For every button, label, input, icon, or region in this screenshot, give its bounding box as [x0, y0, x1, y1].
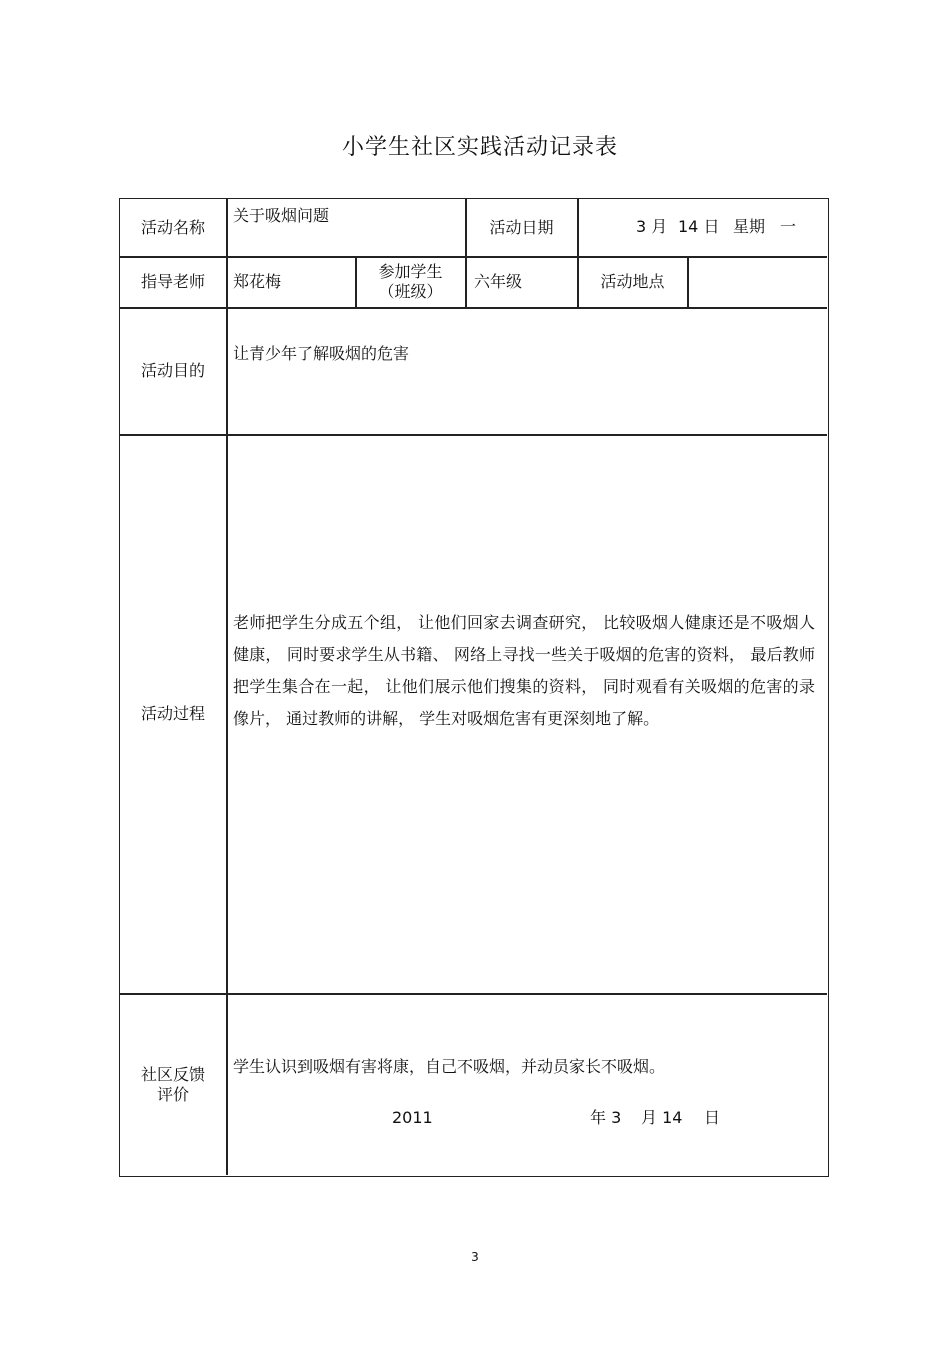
feedback-value: 学生认识到吸烟有害将康，自己不吸烟，并动员家长不吸烟。 [233, 1057, 666, 1076]
students-label-line1: 参加学生 [378, 262, 443, 281]
process-value: 老师把学生分成五个组， 让他们回家去调查研究， 比较吸烟人健康还是不吸烟人健康， 同时要求学生从书籍、 网络上寻找一些关于吸烟的危害的资料， 最后教师把学生集合在一起， 让他们展示他们搜集的资料， 同时观看有关吸烟的危害的录像片， 通过教师的讲解， 学生对吸烟危害有更深刻地了解。 [233, 613, 815, 728]
weekday-label: 星期 [733, 217, 766, 236]
students-label-line2: （班级） [378, 282, 443, 301]
feedback-date-day-unit: 日 [704, 1108, 721, 1127]
feedback-date-year-unit: 年 3 [590, 1108, 622, 1127]
process-label: 活动过程 [140, 704, 205, 723]
feedback-label [120, 994, 226, 1176]
feedback-label-line1: 社区反馈 [140, 1065, 205, 1084]
location-label: 活动地点 [600, 272, 665, 291]
activity-name-value: 关于吸烟问题 [233, 206, 330, 225]
feedback-label-line2: 评价 [156, 1085, 189, 1104]
feedback-date-month-unit: 月 14 [641, 1108, 683, 1127]
activity-name-label: 活动名称 [140, 217, 205, 237]
activity-date-label: 活动日期 [489, 217, 554, 237]
feedback-date-year: 2011 [392, 1108, 433, 1127]
page-number: 3 [471, 1250, 479, 1264]
participating-students-label [356, 257, 465, 307]
weekday-value: 一 [780, 217, 797, 236]
column-divider [687, 256, 689, 308]
purpose-label: 活动目的 [140, 361, 205, 380]
teacher-value: 郑花梅 [233, 272, 282, 291]
page-title: 小学生社区实践活动记录表 [341, 135, 618, 160]
purpose-value: 让青少年了解吸烟的危害 [233, 344, 410, 363]
activity-date-month: 3 月 [636, 217, 668, 236]
teacher-label: 指导老师 [140, 272, 205, 291]
column-divider [226, 199, 228, 1175]
activity-date-day: 14 日 [678, 217, 720, 236]
students-class-value: 六年级 [474, 272, 523, 291]
activity-record-table [119, 198, 829, 1177]
column-divider [465, 256, 467, 308]
column-divider [577, 199, 579, 257]
